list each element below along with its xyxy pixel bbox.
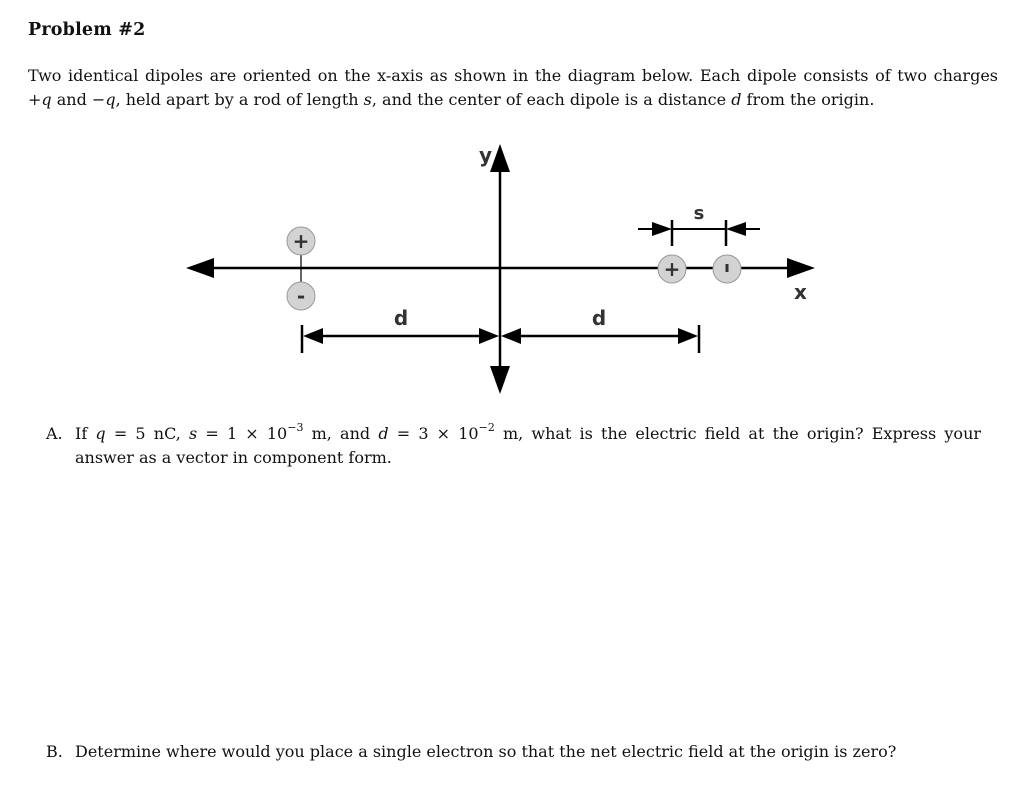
exponent: −2 <box>478 421 495 434</box>
plus-q: +q <box>28 90 52 109</box>
y-axis-down-arrow-icon <box>490 366 510 394</box>
negative-sign-mark <box>726 264 729 272</box>
y-axis-label: y <box>479 143 493 167</box>
var-d: d <box>378 424 389 443</box>
question-a-text <box>75 422 981 470</box>
minus-q: −q <box>91 90 116 109</box>
separation-s-dimension <box>638 203 760 246</box>
dipole-diagram <box>0 130 1024 400</box>
question-a <box>46 422 981 470</box>
left-d-dimension <box>302 306 499 353</box>
arrow-right-icon <box>678 328 698 344</box>
qa-text: = 3 × 10 <box>388 424 479 443</box>
question-a-marker: A. <box>46 424 63 443</box>
qa-text: m, and <box>303 424 379 443</box>
intro-line-1: Two identical dipoles are oriented on the x-axis as shown in the diagram below. Each dipole consists of two charges <box>28 66 998 85</box>
x-axis-right-arrow-icon <box>787 258 815 278</box>
intro-text: , held apart by a rod of length <box>115 90 364 109</box>
x-axis-label: x <box>794 280 807 304</box>
x-axis-left-arrow-icon <box>186 258 214 278</box>
qa-text: m, what is the electric field at the origin? Express your <box>494 424 982 443</box>
var-d: d <box>731 90 742 109</box>
intro-text: and <box>51 90 92 109</box>
question-a-line-2: answer as a vector in component form. <box>75 448 392 467</box>
problem-intro <box>28 64 998 112</box>
intro-line-2 <box>28 88 998 112</box>
intro-text: from the origin. <box>741 90 875 109</box>
var-s: s <box>363 90 372 109</box>
question-b-text: Determine where would you place a single electron so that the net electric field at the origin is zero? <box>75 742 897 761</box>
left-dipole-bottom-sign: - <box>296 284 306 308</box>
y-axis-up-arrow-icon <box>490 144 510 172</box>
question-b <box>46 740 981 764</box>
question-b-marker: B. <box>46 742 63 761</box>
right-d-dimension <box>501 306 699 353</box>
arrow-right-icon <box>479 328 499 344</box>
qa-text: If <box>75 424 96 443</box>
qa-text: = 1 × 10 <box>197 424 288 443</box>
problem-title: Problem #2 <box>28 20 146 40</box>
qa-text: = 5 nC, <box>105 424 189 443</box>
var-s: s <box>189 424 198 443</box>
question-a-line-1 <box>75 422 981 446</box>
s-label: s <box>693 203 705 224</box>
arrow-right-icon <box>652 222 672 236</box>
intro-text: , and the center of each dipole is a distance <box>371 90 732 109</box>
left-dipole-top-sign: + <box>292 229 310 253</box>
exponent: −3 <box>287 421 304 434</box>
right-d-label: d <box>591 306 607 330</box>
right-dipole-left-sign: + <box>663 257 681 281</box>
var-q: q <box>95 424 106 443</box>
left-d-label: d <box>393 306 409 330</box>
